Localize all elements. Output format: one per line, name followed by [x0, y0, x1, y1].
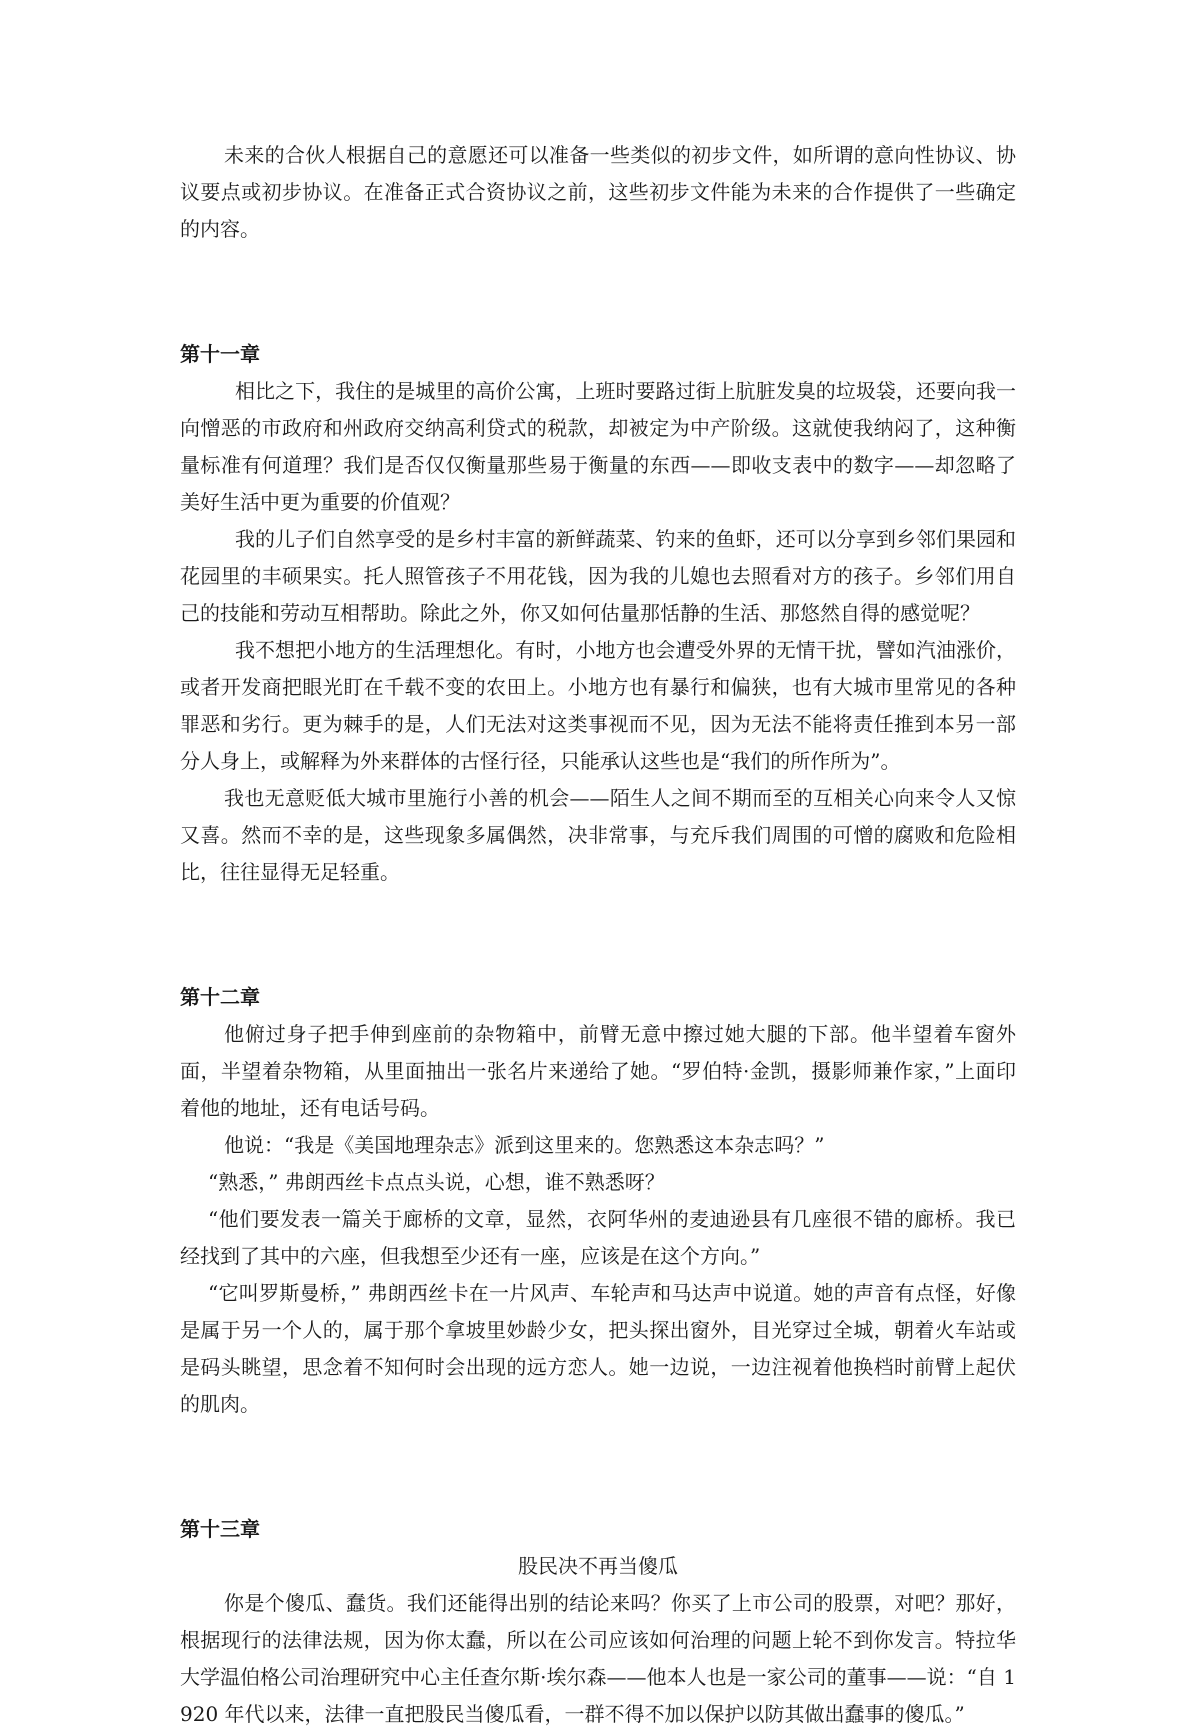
chapter-13-heading: 第十三章	[180, 1517, 260, 1541]
intro-paragraph: 未来的合伙人根据自己的意愿还可以准备一些类似的初步文件，如所谓的意向性协议、协议要点或初步协议。在准备正式合资协议之前，这些初步文件能为未来的合作提供了一些确定的内容。	[180, 143, 1016, 241]
chapter-11-section	[180, 336, 1016, 891]
chapter-12-section	[180, 979, 1016, 1423]
chapter-11-paragraph-2: 我的儿子们自然享受的是乡村丰富的新鲜蔬菜、钓来的鱼虾，还可以分享到乡邻们果园和花园里的丰硕果实。托人照管孩子不用花钱，因为我的儿媳也去照看对方的孩子。乡邻们用自己的技能和劳动互相帮助。除此之外，你又如何估量那恬静的生活、那悠然自得的感觉呢？	[180, 527, 1016, 625]
chapter-13-subtitle: 股民决不再当傻瓜	[518, 1554, 678, 1578]
document-body	[180, 137, 1016, 1733]
chapter-12-paragraph-4: “他们要发表一篇关于廊桥的文章，显然，衣阿华州的麦迪逊县有几座很不错的廊桥。我已经找到了其中的六座，但我想至少还有一座，应该是在这个方向。”	[180, 1207, 1016, 1268]
section-spacer	[180, 891, 1016, 979]
chapter-12-paragraph-1: 他俯过身子把手伸到座前的杂物箱中，前臂无意中擦过她大腿的下部。他半望着车窗外面，半望着杂物箱，从里面抽出一张名片来递给了她。“罗伯特·金凯，摄影师兼作家，”上面印着他的地址，还有电话号码。	[180, 1022, 1016, 1120]
chapter-11-heading: 第十一章	[180, 342, 260, 366]
chapter-12-paragraph-2: 他说：“我是《美国地理杂志》派到这里来的。您熟悉这本杂志吗？”	[224, 1133, 825, 1157]
chapter-11-paragraph-1: 相比之下，我住的是城里的高价公寓，上班时要路过街上肮脏发臭的垃圾袋，还要向我一向憎恶的市政府和州政府交纳高利贷式的税款，却被定为中产阶级。这就使我纳闷了，这种衡量标准有何道理？我们是否仅仅衡量那些易于衡量的东西——即收支表中的数字——却忽略了美好生活中更为重要的价值观？	[180, 379, 1016, 514]
chapter-13-paragraph-1: 你是个傻瓜、蠢货。我们还能得出别的结论来吗？你买了上市公司的股票，对吧？那好，根据现行的法律法规，因为你太蠢，所以在公司应该如何治理的问题上轮不到你发言。特拉华大学温伯格公司治理研究中心主任查尔斯·埃尔森——他本人也是一家公司的董事——说：“自 1920 年代以来，法律一直把股民当傻瓜看，一群不得不加以保护以防其做出蠢事的傻瓜。”	[180, 1591, 1016, 1726]
chapter-12-heading: 第十二章	[180, 985, 260, 1009]
chapter-11-paragraph-3: 我不想把小地方的生活理想化。有时，小地方也会遭受外界的无情干扰，譬如汽油涨价，或者开发商把眼光盯在千载不变的农田上。小地方也有暴行和偏狭，也有大城市里常见的各种罪恶和劣行。更为棘手的是，人们无法对这类事视而不见，因为无法不能将责任推到本另一部分人身上，或解释为外来群体的古怪行径，只能承认这些也是“我们的所作所为”。	[180, 638, 1016, 773]
chapter-12-paragraph-5: “它叫罗斯曼桥，” 弗朗西丝卡在一片风声、车轮声和马达声中说道。她的声音有点怪，好像是属于另一个人的，属于那个拿坡里妙龄少女，把头探出窗外，目光穿过全城，朝着火车站或是码头眺望，思念着不知何时会出现的远方恋人。她一边说，一边注视着他换档时前臂上起伏的肌肉。	[180, 1281, 1016, 1416]
chapter-13-section	[180, 1511, 1016, 1733]
section-spacer	[180, 1423, 1016, 1511]
section-spacer	[180, 248, 1016, 336]
chapter-11-paragraph-4: 我也无意贬低大城市里施行小善的机会——陌生人之间不期而至的互相关心向来令人又惊又喜。然而不幸的是，这些现象多属偶然，决非常事，与充斥我们周围的可憎的腐败和危险相比，往往显得无足轻重。	[180, 786, 1016, 884]
intro-section	[180, 137, 1016, 248]
chapter-12-paragraph-3: “熟悉，” 弗朗西丝卡点点头说，心想，谁不熟悉呀？	[208, 1170, 665, 1194]
